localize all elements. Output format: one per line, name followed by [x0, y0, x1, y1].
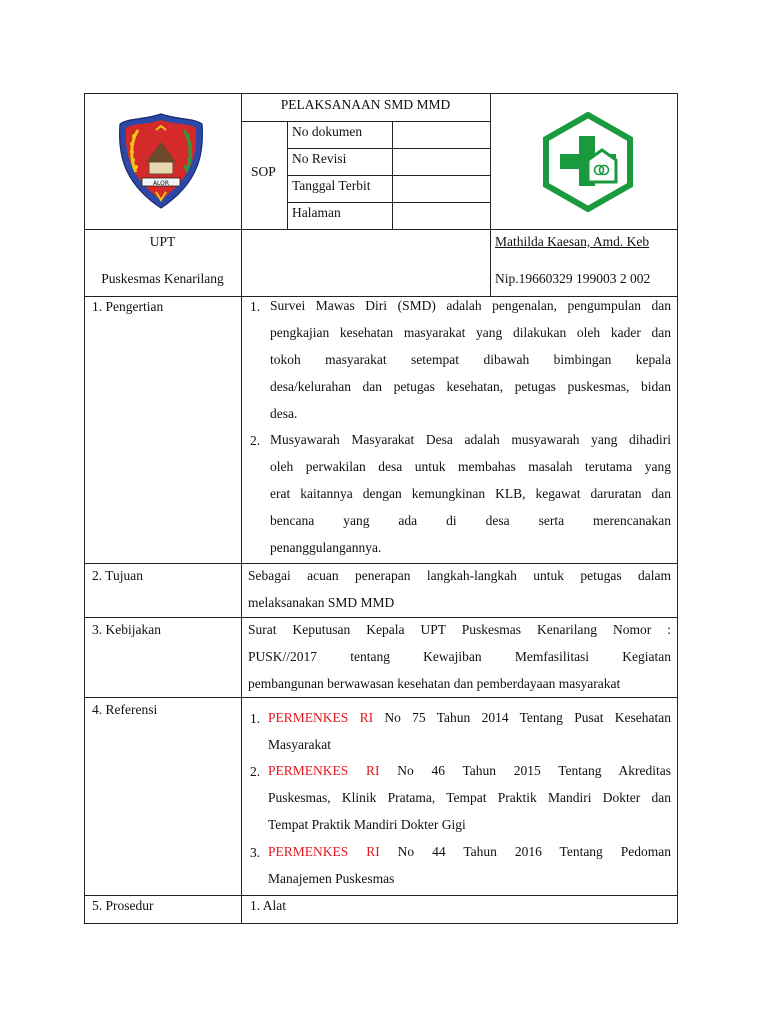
list-number: 2.: [250, 764, 261, 779]
referensi-regulation-name: PERMENKES RI: [268, 763, 380, 778]
field-no-revisi: No Revisi: [292, 151, 347, 166]
list-number: 1.: [250, 299, 261, 314]
list-item-line: Tempat Praktik Mandiri Dokter Gigi: [268, 817, 466, 832]
referensi-regulation-detail: No 44 Tahun 2016 Tentang Pedoman: [379, 844, 671, 859]
value-halaman: [393, 203, 489, 229]
unit-upt: UPT: [149, 234, 176, 249]
tujuan-line: Sebagai acuan penerapan langkah-langkah untuk petugas dalam: [248, 568, 671, 583]
section-label-pengertian: 1. Pengertian: [92, 299, 164, 314]
kebijakan-line: PUSK//2017 tentang Kewajiban Memfasilitasi Kegiatan: [248, 649, 671, 664]
referensi-regulation-detail: No 46 Tahun 2015 Tentang Akreditas: [379, 763, 671, 778]
list-item-line: Survei Mawas Diri (SMD) adalah pengenalan, pengumpulan dan: [270, 298, 671, 313]
referensi-regulation-name: PERMENKES RI: [268, 710, 374, 725]
list-item-line: Manajemen Puskesmas: [268, 871, 395, 886]
list-item-line: Musyawarah Masyarakat Desa adalah musyawarah yang dihadiri: [270, 432, 671, 447]
section-label-referensi: 4. Referensi: [92, 702, 158, 717]
regional-emblem-logo: [116, 112, 206, 210]
row-line-kebijakan: [84, 697, 678, 698]
list-item-line: erat kaitannya dengan kemungkinan KLB, kegawat daruratan dan: [270, 486, 671, 501]
referensi-item-first-line: [268, 838, 671, 865]
field-tanggal-terbit: Tanggal Terbit: [292, 178, 371, 193]
list-item-line: bencana yang ada di desa serta merencanakan: [270, 513, 671, 528]
row-line-referensi: [84, 895, 678, 896]
column-divider-left: [241, 93, 242, 924]
signer-nip: Nip.19660329 199003 2 002: [495, 271, 651, 286]
list-item-line: penanggulangannya.: [270, 540, 382, 555]
kebijakan-line: pembangunan berwawasan kesehatan dan pemberdayaan masyarakat: [248, 676, 621, 691]
referensi-item-first-line: [268, 704, 671, 731]
signer-name: Mathilda Kaesan, Amd. Keb: [495, 234, 650, 249]
section-label-prosedur: 5. Prosedur: [92, 898, 154, 913]
puskesmas-logo: [542, 112, 634, 212]
list-item-line: Puskesmas, Klinik Pratama, Tempat Praktik Mandiri Dokter dan: [268, 790, 671, 805]
value-tanggal-terbit: [393, 176, 489, 202]
list-item-line: tokoh masyarakat setempat dibawah bimbingan kepala: [270, 352, 671, 367]
sop-label: SOP: [251, 164, 276, 179]
list-item-line: pengkajian kesehatan masyarakat yang dilakukan oleh kader dan: [270, 325, 671, 340]
value-no-dokumen: [393, 122, 489, 148]
list-item-line: desa/kelurahan dan petugas kesehatan, petugas puskesmas, bidan: [270, 379, 671, 394]
row-line-header: [84, 229, 678, 230]
field-no-dokumen: No dokumen: [292, 124, 363, 139]
list-item-line: oleh perwakilan desa untuk membahas masalah terutama yang: [270, 459, 671, 474]
referensi-item-first-line: [268, 757, 671, 784]
unit-puskesmas: Puskesmas Kenarilang: [101, 271, 224, 286]
prosedur-item-alat: 1. Alat: [250, 898, 286, 913]
document-title: PELAKSANAAN SMD MMD: [280, 97, 451, 112]
list-item-line: Masyarakat: [268, 737, 331, 752]
emblem-ribbon-text: ALOR: [152, 180, 170, 187]
tujuan-line: melaksanakan SMD MMD: [248, 595, 395, 610]
section-label-kebijakan: 3. Kebijakan: [92, 622, 161, 637]
list-number: 1.: [250, 711, 261, 726]
kebijakan-line: Surat Keputusan Kepala UPT Puskesmas Kenarilang Nomor :: [248, 622, 671, 637]
section-label-tujuan: 2. Tujuan: [92, 568, 144, 583]
list-number: 2.: [250, 433, 261, 448]
list-item-line: desa.: [270, 406, 298, 421]
field-halaman: Halaman: [292, 205, 341, 220]
referensi-regulation-detail: No 75 Tahun 2014 Tentang Pusat Kesehatan: [373, 710, 671, 725]
referensi-regulation-name: PERMENKES RI: [268, 844, 380, 859]
value-no-revisi: [393, 149, 489, 175]
column-divider-right: [490, 93, 491, 297]
list-number: 3.: [250, 845, 261, 860]
